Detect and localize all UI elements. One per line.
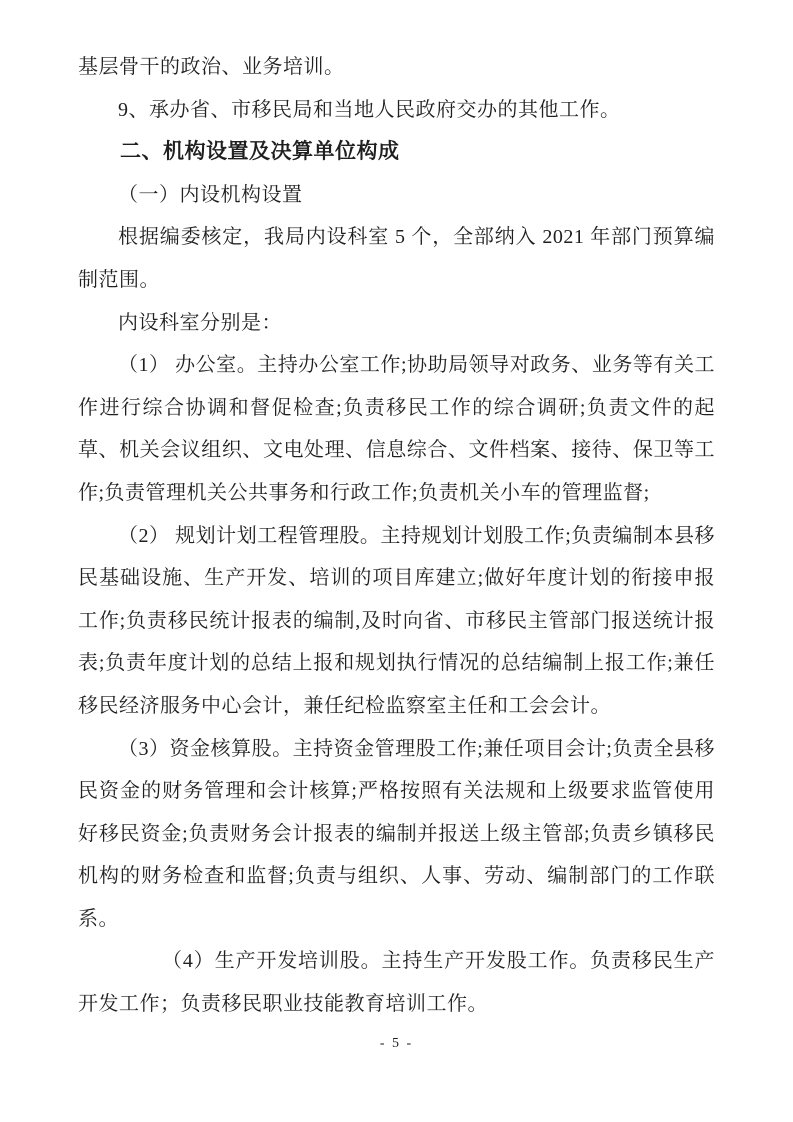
page-number: - 5 - <box>379 1036 414 1051</box>
paragraph-1: 基层骨干的政治、业务培训。 <box>78 56 345 78</box>
paragraph-6: 内设科室分别是： <box>118 311 282 334</box>
paragraph-heading: 二、机构设置及决算单位构成 <box>120 140 400 164</box>
paragraph-5: 根据编委核定，我局内设科室 5 个，全部纳入 2021 年部门预算编制范围。 <box>78 226 715 291</box>
paragraph-2: 9、承办省、市移民局和当地人民政府交办的其他工作。 <box>118 98 621 121</box>
paragraph-9: （3）资金核算股。主持资金管理股工作;兼任项目会计;负责全县移民资金的财务管理和会计核算;严格按照有关法规和上级要求监管使用好移民资金;负责财务会计报表的编制并报送上级主管部;负责乡镇移民机构的财务检查和监督;负责与组织、人事、劳动、编制部门的工作联系。 <box>78 737 715 930</box>
paragraph-4: （一）内设机构设置 <box>118 183 303 206</box>
paragraph-8: （2） 规划计划工程管理股。主持规划计划股工作;负责编制本县移民基础设施、生产开发、培训的项目库建立;做好年度计划的衔接申报工作;负责移民统计报表的编制,及时向省、市移民主管部门报送统计报表;负责年度计划的总结上报和规划执行情况的总结编制上报工作;兼任移民经济服务中心会计，兼任纪检监察室主任和工会会计。 <box>78 524 715 717</box>
paragraph-7: （1） 办公室。主持办公室工作;协助局领导对政务、业务等有关工作进行综合协调和督促检查;负责移民工作的综合调研;负责文件的起草、机关会议组织、文电处理、信息综合、文件档案、接待、保卫等工作;负责管理机关公共事务和行政工作;负责机关小车的管理监督; <box>78 354 715 504</box>
document-body <box>78 46 715 1026</box>
paragraph-10: （4）生产开发培训股。主持生产开发股工作。负责移民生产开发工作；负责移民职业技能教育培训工作。 <box>78 950 715 1016</box>
